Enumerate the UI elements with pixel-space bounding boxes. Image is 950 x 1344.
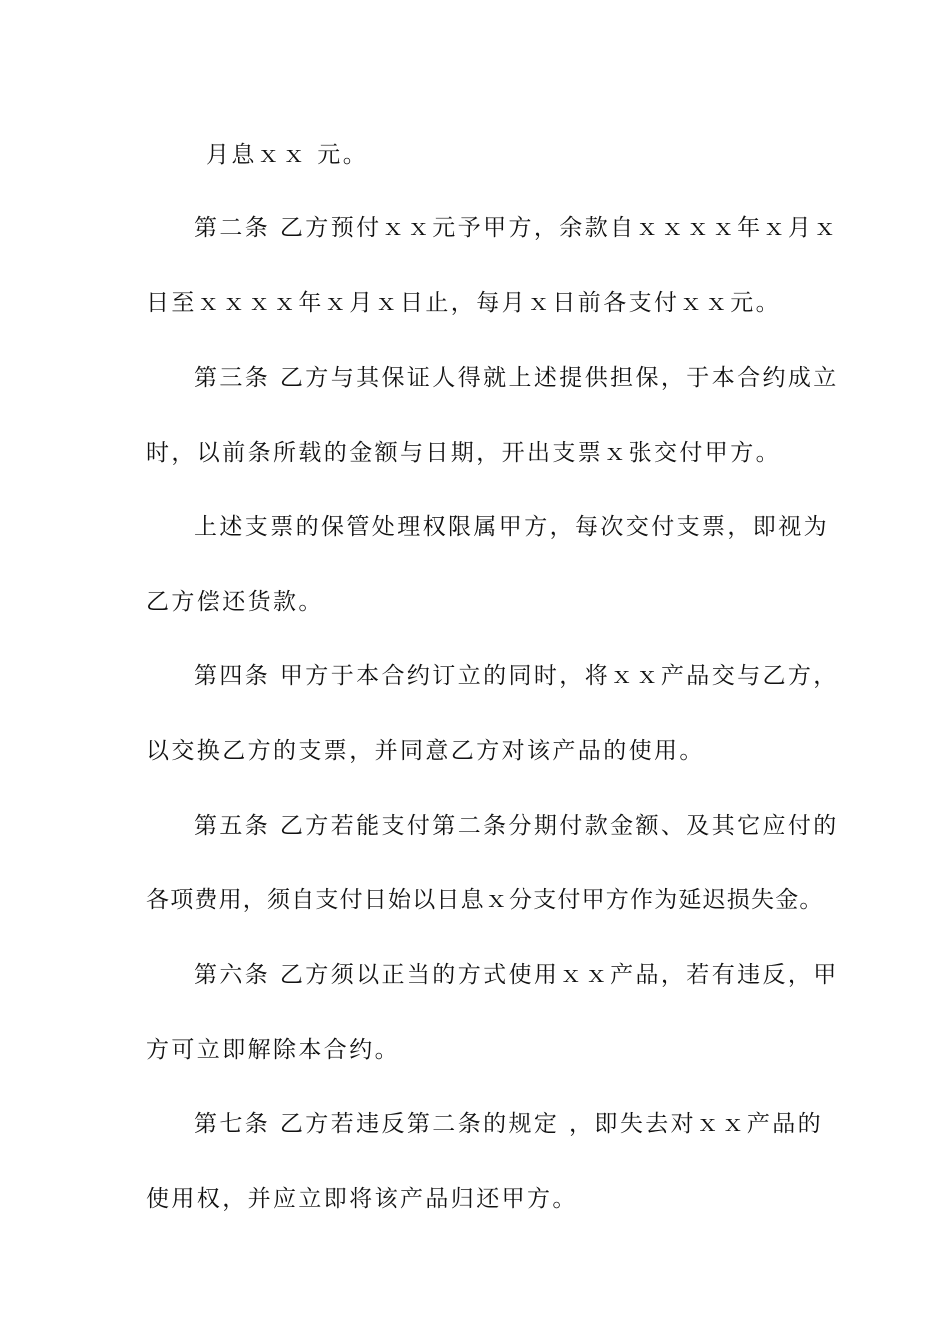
text-line: 乙方偿还货款。 [146,589,324,615]
text-line: 第七条 乙方若违反第二条的规定 ，即失去对ｘｘ产品的 [194,1111,824,1137]
text-line: 第二条 乙方预付ｘｘ元予甲方，余款自ｘｘｘｘ年ｘ月ｘ [194,215,839,241]
text-line: 月息ｘｘ 元。 [206,142,369,168]
text-line: 各项费用，须自支付日始以日息ｘ分支付甲方作为延迟损失金。 [146,887,824,913]
text-line: 第六条 乙方须以正当的方式使用ｘｘ产品，若有违反，甲 [194,962,839,988]
text-line: 第五条 乙方若能支付第二条分期付款金额、及其它应付的 [194,813,839,839]
text-line: 第四条 甲方于本合约订立的同时，将ｘｘ产品交与乙方， [194,663,839,689]
text-line: 使用权，并应立即将该产品归还甲方。 [146,1186,578,1212]
text-line: 上述支票的保管处理权限属甲方，每次交付支票，即视为 [194,514,829,540]
text-line: 日至ｘｘｘｘ年ｘ月ｘ日止，每月ｘ日前各支付ｘｘ元。 [146,290,781,316]
text-line: 第三条 乙方与其保证人得就上述提供担保，于本合约成立 [194,365,839,391]
text-line: 时，以前条所载的金额与日期，开出支票ｘ张交付甲方。 [146,440,781,466]
text-line: 以交换乙方的支票，并同意乙方对该产品的使用。 [146,738,705,764]
text-line: 方可立即解除本合约。 [146,1037,400,1063]
